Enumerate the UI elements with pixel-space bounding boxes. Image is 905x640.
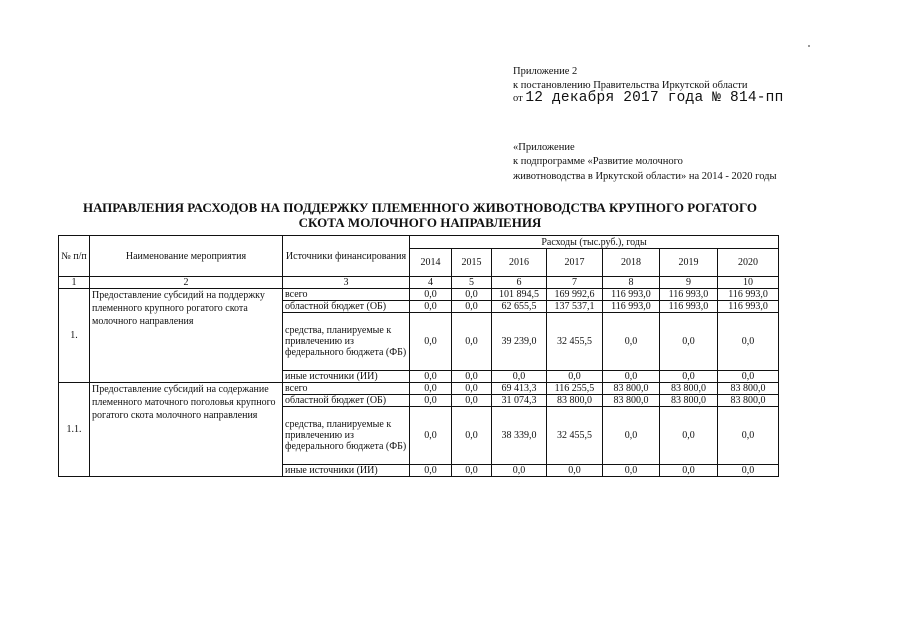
row-number: 1. bbox=[59, 289, 90, 383]
year-header: 2014 bbox=[410, 249, 452, 277]
expense-value: 116 255,5 bbox=[547, 383, 603, 395]
expense-value: 83 800,0 bbox=[603, 383, 660, 395]
expense-value: 83 800,0 bbox=[718, 395, 779, 407]
expense-value: 116 993,0 bbox=[603, 289, 660, 301]
expenses-table bbox=[58, 235, 779, 477]
expense-value: 0,0 bbox=[410, 289, 452, 301]
expense-value: 0,0 bbox=[603, 465, 660, 477]
expense-value: 83 800,0 bbox=[547, 395, 603, 407]
col-header-expenses: Расходы (тыс.руб.), годы bbox=[410, 236, 779, 249]
column-number: 9 bbox=[660, 277, 718, 289]
year-header: 2016 bbox=[492, 249, 547, 277]
expense-value: 32 455,5 bbox=[547, 407, 603, 465]
year-header: 2015 bbox=[452, 249, 492, 277]
column-number: 2 bbox=[90, 277, 283, 289]
column-number: 10 bbox=[718, 277, 779, 289]
expense-value: 0,0 bbox=[718, 465, 779, 477]
funding-source: иные источники (ИИ) bbox=[283, 371, 410, 383]
expense-value: 38 339,0 bbox=[492, 407, 547, 465]
expense-value: 0,0 bbox=[452, 371, 492, 383]
expense-value: 0,0 bbox=[660, 465, 718, 477]
expense-value: 83 800,0 bbox=[660, 395, 718, 407]
measure-name: Предоставление субсидий на содержание племенного маточного поголовья крупного рогатого скота молочного направления bbox=[90, 383, 283, 477]
funding-source: всего bbox=[283, 383, 410, 395]
expense-value: 0,0 bbox=[410, 301, 452, 313]
table-row bbox=[59, 289, 779, 301]
expense-value: 83 800,0 bbox=[603, 395, 660, 407]
expense-value: 39 239,0 bbox=[492, 313, 547, 371]
expense-value: 0,0 bbox=[410, 465, 452, 477]
expense-value: 116 993,0 bbox=[718, 289, 779, 301]
row-number: 1.1. bbox=[59, 383, 90, 477]
expense-value: 0,0 bbox=[410, 395, 452, 407]
year-header: 2020 bbox=[718, 249, 779, 277]
expense-value: 0,0 bbox=[452, 465, 492, 477]
expense-value: 116 993,0 bbox=[718, 301, 779, 313]
expense-value: 0,0 bbox=[603, 313, 660, 371]
column-number: 6 bbox=[492, 277, 547, 289]
expense-value: 169 992,6 bbox=[547, 289, 603, 301]
expense-value: 0,0 bbox=[547, 465, 603, 477]
funding-source: средства, планируемые к привлечению из федерального бюджета (ФБ) bbox=[283, 407, 410, 465]
expense-value: 116 993,0 bbox=[660, 289, 718, 301]
expense-value: 31 074,3 bbox=[492, 395, 547, 407]
expense-value: 83 800,0 bbox=[660, 383, 718, 395]
expense-value: 0,0 bbox=[452, 395, 492, 407]
header-line-2: к постановлению Правительства Иркутской области bbox=[513, 80, 748, 91]
col-header-name: Наименование мероприятия bbox=[90, 236, 283, 277]
expense-value: 0,0 bbox=[452, 407, 492, 465]
column-number: 5 bbox=[452, 277, 492, 289]
expense-value: 0,0 bbox=[603, 407, 660, 465]
expense-value: 0,0 bbox=[452, 301, 492, 313]
column-number: 3 bbox=[283, 277, 410, 289]
appendix-line-2: к подпрограмме «Развитие молочного bbox=[513, 156, 683, 167]
expense-value: 0,0 bbox=[718, 407, 779, 465]
table-row bbox=[59, 383, 779, 395]
header-date-line bbox=[513, 92, 783, 105]
year-header: 2019 bbox=[660, 249, 718, 277]
col-header-source: Источники финансирования bbox=[283, 236, 410, 277]
expense-value: 32 455,5 bbox=[547, 313, 603, 371]
expense-value: 0,0 bbox=[547, 371, 603, 383]
funding-source: областной бюджет (ОБ) bbox=[283, 395, 410, 407]
scan-speck bbox=[808, 45, 810, 47]
column-number: 8 bbox=[603, 277, 660, 289]
column-number: 7 bbox=[547, 277, 603, 289]
expense-value: 0,0 bbox=[603, 371, 660, 383]
expense-value: 0,0 bbox=[660, 313, 718, 371]
expense-value: 0,0 bbox=[452, 289, 492, 301]
header-date-number: 12 декабря 2017 года № 814-пп bbox=[525, 90, 784, 106]
year-header: 2018 bbox=[603, 249, 660, 277]
expense-value: 0,0 bbox=[492, 371, 547, 383]
year-header: 2017 bbox=[547, 249, 603, 277]
expense-value: 83 800,0 bbox=[718, 383, 779, 395]
expense-value: 0,0 bbox=[410, 383, 452, 395]
document-title: НАПРАВЛЕНИЯ РАСХОДОВ НА ПОДДЕРЖКУ ПЛЕМЕННОГО ЖИВОТНОВОДСТВА КРУПНОГО РОГАТОГО СКОТА МОЛОЧНОГО НАПРАВЛЕНИЯ bbox=[82, 200, 758, 230]
expense-value: 62 655,5 bbox=[492, 301, 547, 313]
expense-value: 0,0 bbox=[410, 407, 452, 465]
expense-value: 0,0 bbox=[718, 313, 779, 371]
column-number: 4 bbox=[410, 277, 452, 289]
col-header-no: № п/п bbox=[59, 236, 90, 277]
header-line-1: Приложение 2 bbox=[513, 66, 578, 77]
appendix-line-1: «Приложение bbox=[513, 142, 575, 153]
funding-source: областной бюджет (ОБ) bbox=[283, 301, 410, 313]
expense-value: 0,0 bbox=[452, 383, 492, 395]
funding-source: всего bbox=[283, 289, 410, 301]
expense-value: 0,0 bbox=[660, 371, 718, 383]
column-number: 1 bbox=[59, 277, 90, 289]
expense-value: 0,0 bbox=[452, 313, 492, 371]
measure-name: Предоставление субсидий на поддержку племенного крупного рогатого скота молочного направления bbox=[90, 289, 283, 383]
expense-value: 0,0 bbox=[410, 313, 452, 371]
expense-value: 69 413,3 bbox=[492, 383, 547, 395]
expense-value: 116 993,0 bbox=[603, 301, 660, 313]
expense-value: 0,0 bbox=[492, 465, 547, 477]
header-ot: от bbox=[513, 93, 523, 104]
expense-value: 0,0 bbox=[410, 371, 452, 383]
expense-value: 0,0 bbox=[718, 371, 779, 383]
expense-value: 137 537,1 bbox=[547, 301, 603, 313]
expense-value: 116 993,0 bbox=[660, 301, 718, 313]
expense-value: 101 894,5 bbox=[492, 289, 547, 301]
funding-source: иные источники (ИИ) bbox=[283, 465, 410, 477]
expense-value: 0,0 bbox=[660, 407, 718, 465]
funding-source: средства, планируемые к привлечению из федерального бюджета (ФБ) bbox=[283, 313, 410, 371]
appendix-line-3: животноводства в Иркутской области» на 2014 - 2020 годы bbox=[513, 171, 777, 182]
